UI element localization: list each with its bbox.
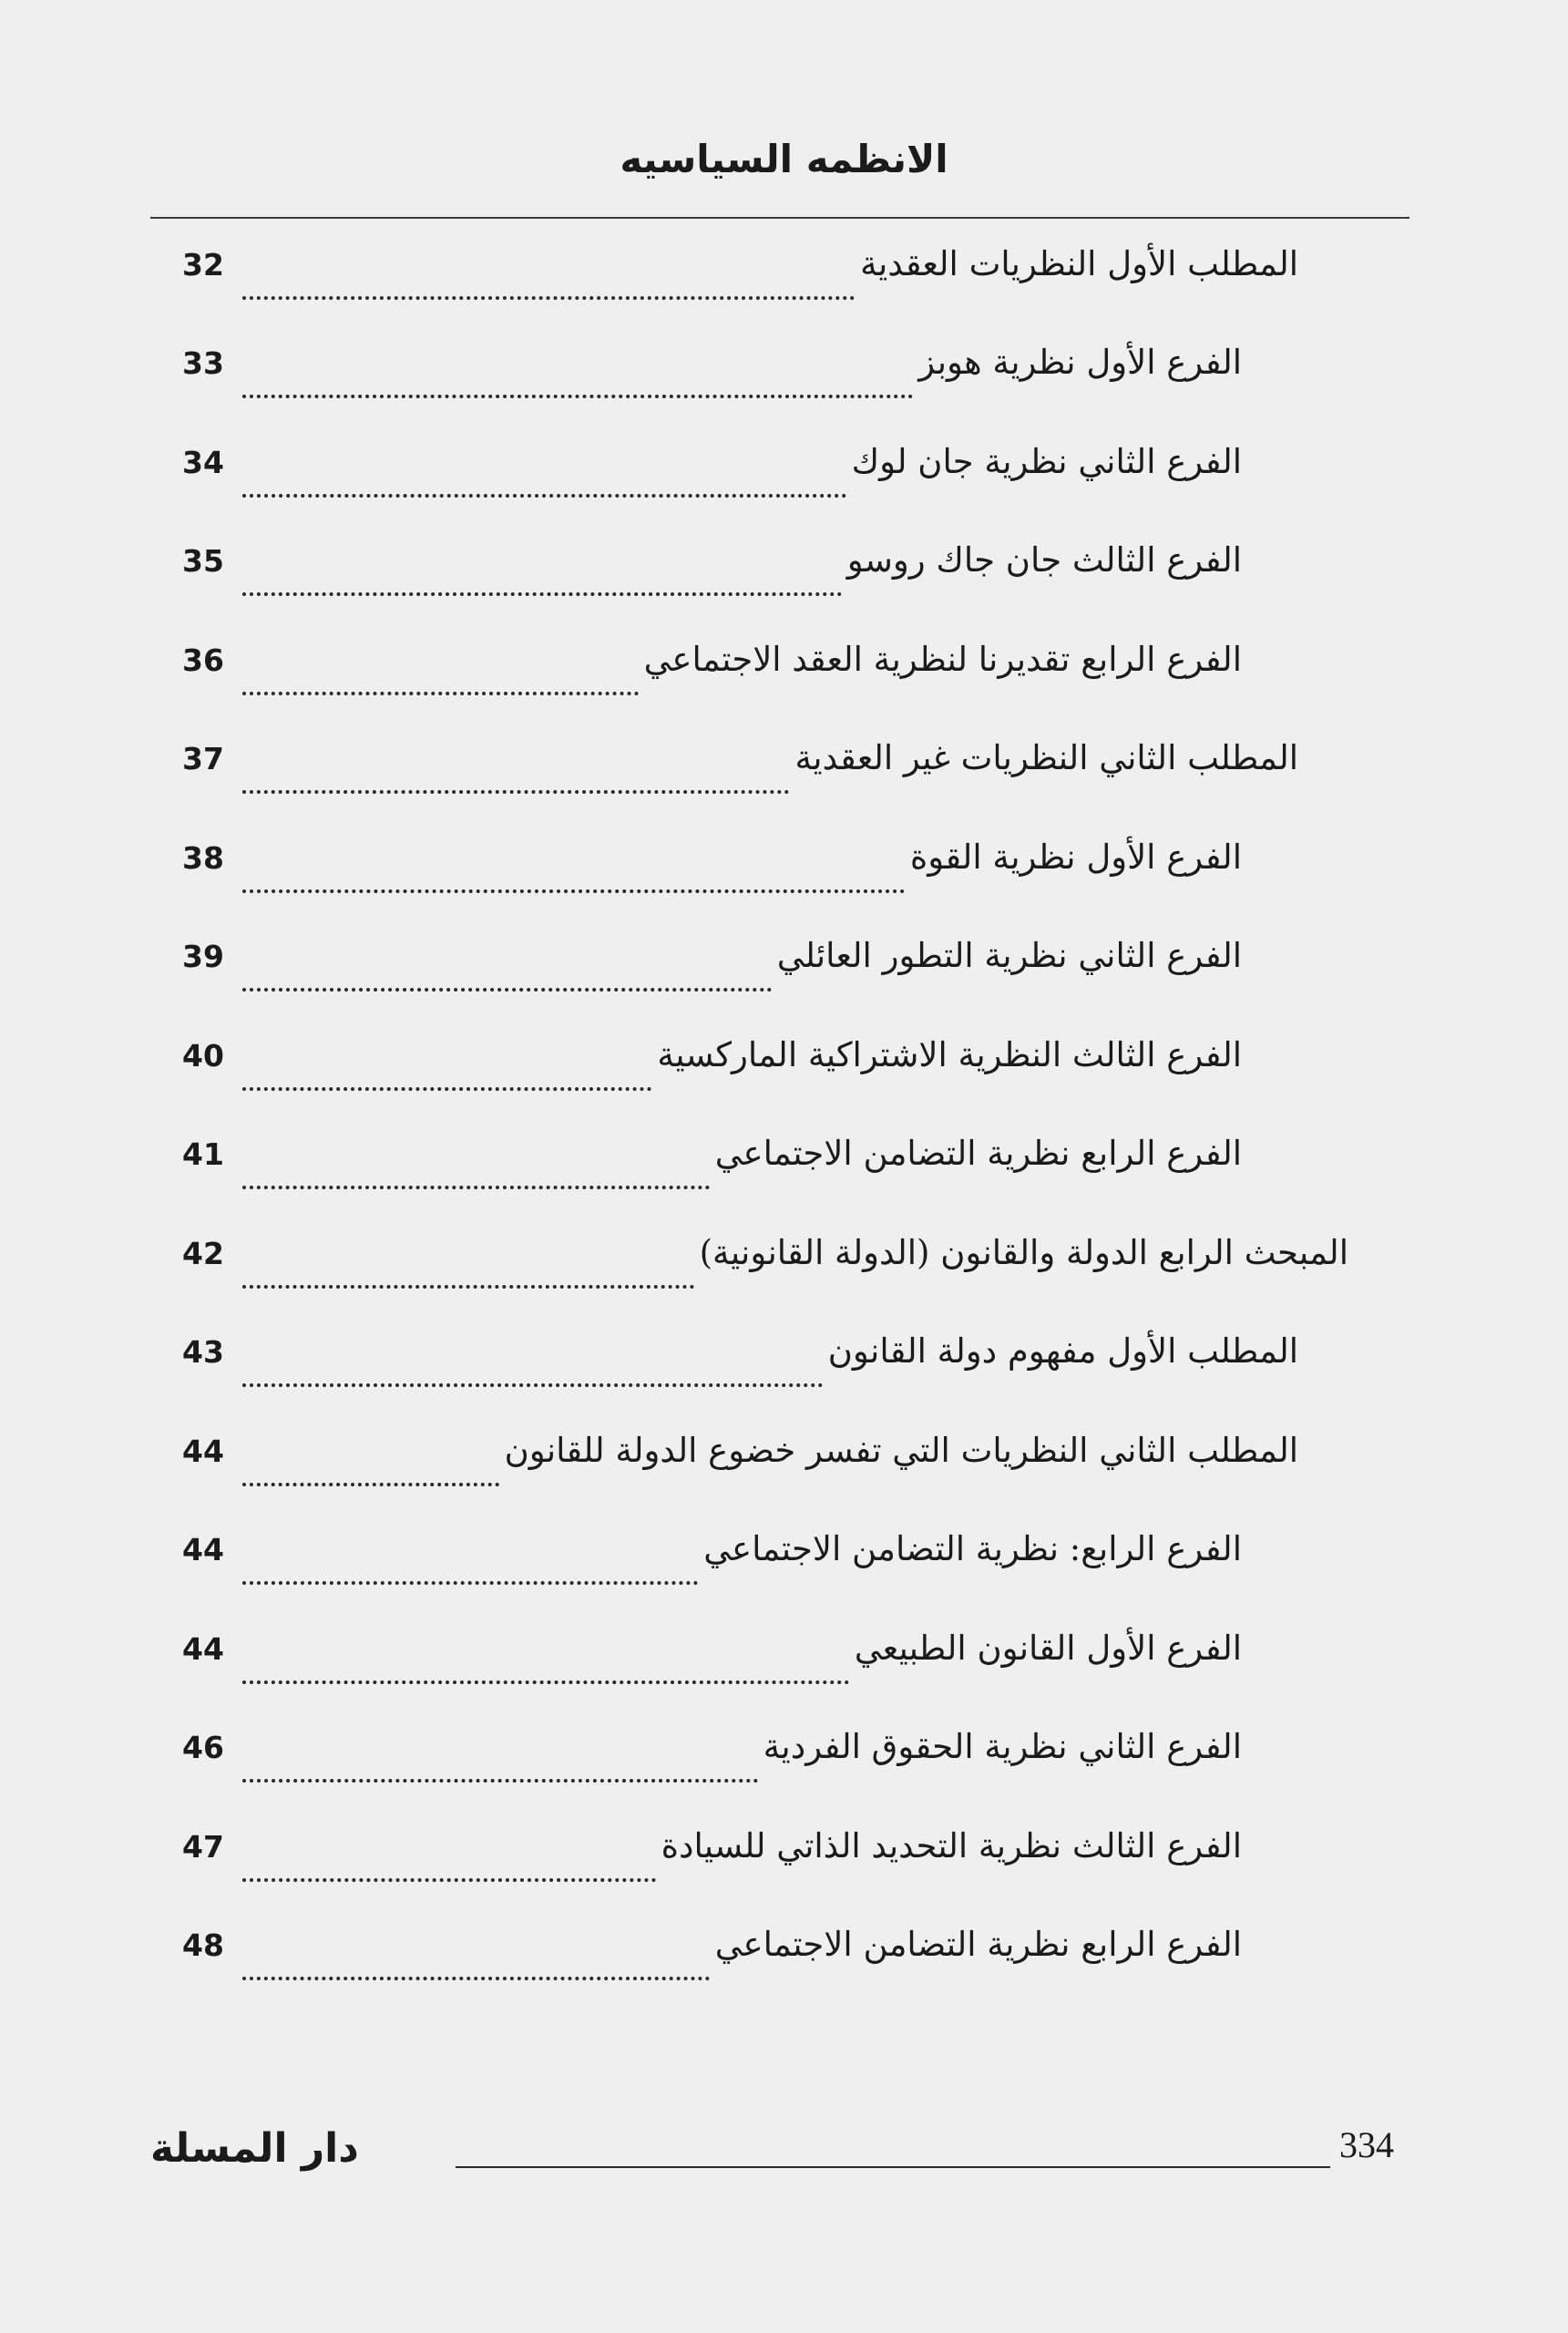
toc-entry-page: 44 xyxy=(182,1434,224,1469)
toc-entry-title: الفرع الرابع نظرية التضامن الاجتماعي xyxy=(714,1925,1242,1964)
toc-entry-page: 43 xyxy=(182,1334,224,1370)
toc-entry-title: الفرع الأول نظرية هوبز xyxy=(918,343,1242,382)
toc-entry-page: 39 xyxy=(182,939,224,974)
toc-entry-title: الفرع الثالث جان جاك روسو xyxy=(846,540,1242,580)
header-divider xyxy=(150,217,1409,219)
dot-leader xyxy=(242,1285,694,1289)
dot-leader xyxy=(242,1581,698,1585)
toc-entry xyxy=(182,1727,1242,1791)
toc-entry xyxy=(182,936,1242,1000)
toc-entry-page: 36 xyxy=(182,642,224,678)
toc-entry-page: 44 xyxy=(182,1532,224,1567)
dot-leader xyxy=(242,1087,651,1091)
toc-entry-page: 42 xyxy=(182,1236,224,1271)
toc-entry xyxy=(182,640,1242,704)
toc-entry-page: 48 xyxy=(182,1927,224,1963)
toc-entry-page: 32 xyxy=(182,247,224,283)
toc-entry-title: المطلب الثاني النظريات التي تفسر خضوع الدولة للقانون xyxy=(504,1431,1298,1470)
toc-entry xyxy=(182,343,1242,406)
toc-entry-title: المطلب الثاني النظريات غير العقدية xyxy=(794,738,1298,777)
toc-entry-title: الفرع الأول نظرية القوة xyxy=(909,838,1242,877)
toc-entry-title: الفرع الرابع تقديرنا لنظرية العقد الاجتماعي xyxy=(643,640,1242,679)
page-number: 334 xyxy=(1339,2124,1394,2165)
dot-leader xyxy=(242,790,789,794)
toc-entry-title: الفرع الرابع: نظرية التضامن الاجتماعي xyxy=(703,1529,1242,1568)
dot-leader xyxy=(242,494,846,498)
toc-entry-title: الفرع الثاني نظرية التطور العائلي xyxy=(776,936,1242,975)
toc-entry xyxy=(182,540,1242,604)
dot-leader xyxy=(242,889,905,893)
toc-entry-page: 44 xyxy=(182,1631,224,1667)
toc-entry xyxy=(182,838,1242,901)
toc-entry-title: الفرع الثالث النظرية الاشتراكية الماركسية xyxy=(657,1035,1242,1074)
toc-entry xyxy=(182,1529,1242,1593)
toc-entry-page: 47 xyxy=(182,1829,224,1865)
toc-entry-page: 46 xyxy=(182,1730,224,1765)
toc-entry xyxy=(182,1431,1298,1495)
toc-entry-title: الفرع الأول القانون الطبيعي xyxy=(854,1629,1242,1668)
dot-leader xyxy=(242,592,842,596)
toc-entry-page: 35 xyxy=(182,543,224,579)
dot-leader xyxy=(242,1383,823,1387)
toc-entry-title: الفرع الرابع نظرية التضامن الاجتماعي xyxy=(714,1134,1242,1173)
toc-entry xyxy=(182,1233,1348,1297)
toc-entry xyxy=(182,442,1242,506)
dot-leader xyxy=(242,1483,499,1486)
dot-leader xyxy=(242,692,639,695)
dot-leader xyxy=(242,296,855,300)
toc-entry xyxy=(182,244,1298,308)
toc-entry-page: 40 xyxy=(182,1038,224,1074)
toc-entry-title: الفرع الثالث نظرية التحديد الذاتي للسيادة xyxy=(661,1826,1242,1865)
toc-entry-page: 37 xyxy=(182,741,224,776)
dot-leader xyxy=(242,1779,758,1783)
footer-divider xyxy=(456,2166,1330,2168)
toc-entry-title: الفرع الثاني نظرية الحقوق الفردية xyxy=(763,1727,1242,1766)
toc-entry xyxy=(182,1331,1298,1395)
toc-entry-page: 33 xyxy=(182,345,224,381)
toc-entry xyxy=(182,1035,1242,1099)
toc-entry xyxy=(182,1134,1242,1197)
toc-entry-page: 38 xyxy=(182,840,224,876)
toc-entry-title: المطلب الأول النظريات العقدية xyxy=(860,244,1298,283)
toc-entry-title: المبحث الرابع الدولة والقانون (الدولة القانونية) xyxy=(699,1233,1348,1272)
toc-entry-page: 34 xyxy=(182,445,224,480)
toc-entry-title: المطلب الأول مفهوم دولة القانون xyxy=(827,1331,1298,1371)
dot-leader xyxy=(242,1680,849,1684)
dot-leader xyxy=(242,1878,656,1882)
toc-entry-title: الفرع الثاني نظرية جان لوك xyxy=(851,442,1242,481)
dot-leader xyxy=(242,1186,710,1189)
toc-entry xyxy=(182,738,1298,802)
toc-entry xyxy=(182,1826,1242,1890)
dot-leader xyxy=(242,988,772,992)
toc-entry xyxy=(182,1629,1242,1692)
dot-leader xyxy=(242,395,913,398)
toc-entry-page: 41 xyxy=(182,1136,224,1172)
page-header-title: الانظمه السياسيه xyxy=(620,137,948,181)
toc-entry xyxy=(182,1925,1242,1989)
publisher-logo: دار المسلة xyxy=(150,2125,359,2172)
dot-leader xyxy=(242,1977,710,1980)
